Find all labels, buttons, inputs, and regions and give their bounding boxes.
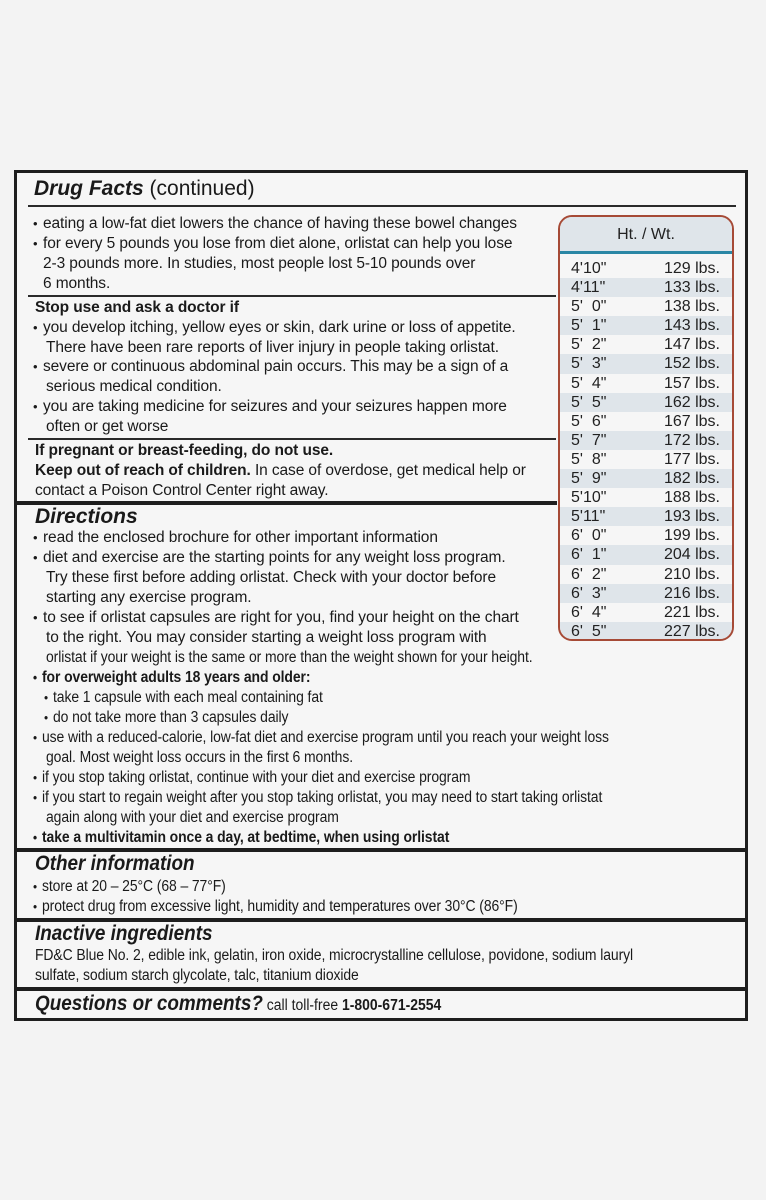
directions-line-11: • use with a reduced-calorie, low-fat diet and exercise program until you reach your weight loss: [33, 728, 609, 748]
weight-cell: 152 lbs.: [663, 355, 720, 373]
height-cell: 5' 1": [571, 317, 607, 335]
weight-cell: 221 lbs.: [663, 603, 720, 621]
keep-out-rest: In case of overdose, get medical help or: [250, 462, 526, 479]
keep-out-line-2: contact a Poison Control Center right away.: [35, 482, 329, 499]
weight-cell: 216 lbs.: [663, 584, 720, 602]
chart-row: [560, 316, 732, 335]
chart-row: [560, 431, 732, 450]
chart-row: [560, 603, 732, 622]
directions-line-13: • if you stop taking orlistat, continue with your diet and exercise program: [33, 768, 470, 788]
directions-line-16: • take a multivitamin once a day, at bedtime, when using orlistat: [33, 828, 449, 848]
questions-phone[interactable]: 1-800-671-2554: [341, 997, 442, 1014]
height-cell: 6' 5": [571, 622, 607, 640]
drug-facts-header: [34, 177, 255, 201]
directions-line-2: • diet and exercise are the starting points for any weight loss program.: [33, 548, 506, 568]
directions-line-8: • for overweight adults 18 years and older:: [33, 668, 310, 688]
other-info-heading: Other information: [35, 852, 195, 875]
height-cell: 6' 4": [571, 603, 607, 621]
weight-cell: 157 lbs.: [663, 374, 720, 392]
weight-cell: 138 lbs.: [663, 298, 720, 316]
chart-row: [560, 278, 732, 297]
height-cell: 4'10": [571, 260, 607, 277]
height-cell: 5' 5": [571, 393, 607, 411]
chart-header: Ht. / Wt.: [560, 217, 732, 254]
height-cell: 5' 3": [571, 355, 607, 373]
chart-row: [560, 297, 732, 316]
inactive-line-1: FD&C Blue No. 2, edible ink, gelatin, iron oxide, microcrystalline cellulose, povidone, sodium lauryl: [35, 947, 634, 964]
other-info-line-2: • protect drug from excessive light, humidity and temperatures over 30°C (86°F): [33, 897, 518, 917]
chart-row: [560, 259, 732, 278]
weight-cell: 210 lbs.: [663, 565, 720, 583]
directions-line-15: again along with your diet and exercise program: [46, 809, 339, 826]
weight-cell: 193 lbs.: [663, 508, 720, 526]
rule-stop-use: [28, 295, 556, 297]
directions-line-1: • read the enclosed brochure for other important information: [33, 528, 438, 548]
height-cell: 5' 9": [571, 470, 607, 488]
stop-use-line-5: • you are taking medicine for seizures and your seizures happen more: [33, 397, 507, 417]
questions-heading: Questions or comments?: [35, 992, 263, 1015]
height-cell: 5' 8": [571, 450, 607, 468]
weight-cell: 188 lbs.: [663, 489, 720, 507]
stop-use-line-3: • severe or continuous abdominal pain occurs. This may be a sign of a: [33, 357, 508, 377]
chart-row: [560, 393, 732, 412]
chart-row: [560, 488, 732, 507]
height-cell: 5' 0": [571, 298, 607, 316]
directions-line-7: orlistat if your weight is the same or more than the weight shown for your height.: [46, 649, 533, 666]
chart-row: [560, 469, 732, 488]
weight-cell: 182 lbs.: [663, 470, 720, 488]
stop-use-line-4: serious medical condition.: [46, 378, 222, 395]
questions-call-text: call toll-free: [262, 997, 342, 1014]
drug-facts-subtitle: (continued): [149, 177, 255, 200]
chart-row: [560, 507, 732, 526]
chart-rows: [560, 254, 732, 641]
weight-cell: 147 lbs.: [663, 336, 720, 354]
stop-use-line-1: • you develop itching, yellow eyes or skin, dark urine or loss of appetite.: [33, 318, 516, 338]
directions-line-4: starting any exercise program.: [46, 589, 252, 606]
warning-line-2: • for every 5 pounds you lose from diet alone, orlistat can help you lose: [33, 234, 512, 254]
keep-out-bold: Keep out of reach of children.: [35, 462, 251, 479]
chart-row: [560, 374, 732, 393]
directions-line-12: goal. Most weight loss occurs in the first 6 months.: [46, 749, 354, 766]
chart-row: [560, 412, 732, 431]
weight-cell: 177 lbs.: [663, 450, 720, 468]
directions-heading: Directions: [35, 505, 138, 528]
height-cell: 6' 1": [571, 546, 607, 564]
chart-row: [560, 450, 732, 469]
inactive-heading: Inactive ingredients: [35, 922, 213, 945]
stop-use-heading: Stop use and ask a doctor if: [35, 299, 239, 316]
height-cell: 5' 2": [571, 336, 607, 354]
warning-line-1: • eating a low-fat diet lowers the chance of having these bowel changes: [33, 214, 517, 234]
warning-line-4: 6 months.: [43, 275, 111, 292]
stop-use-line-2: There have been rare reports of liver injury in people taking orlistat.: [46, 339, 499, 356]
directions-line-9: • take 1 capsule with each meal containing fat: [44, 688, 323, 708]
weight-cell: 172 lbs.: [663, 431, 720, 449]
directions-line-14: • if you start to regain weight after you stop taking orlistat, you may need to start taking orlistat: [33, 788, 602, 808]
chart-row: [560, 526, 732, 545]
chart-row: [560, 354, 732, 373]
directions-line-6: to the right. You may consider starting a weight loss program with: [46, 629, 487, 646]
drug-facts-title: Drug Facts: [34, 177, 144, 200]
height-weight-chart: [558, 215, 734, 641]
weight-cell: 143 lbs.: [663, 317, 720, 335]
weight-cell: 162 lbs.: [663, 393, 720, 411]
height-cell: 5'11": [571, 508, 606, 526]
height-cell: 5' 6": [571, 412, 607, 430]
weight-cell: 167 lbs.: [663, 412, 720, 430]
pregnancy-warning: If pregnant or breast-feeding, do not use.: [35, 442, 334, 459]
chart-row: [560, 565, 732, 584]
height-cell: 4'11": [571, 279, 606, 297]
inactive-line-2: sulfate, sodium starch glycolate, talc, titanium dioxide: [35, 967, 359, 984]
weight-cell: 199 lbs.: [663, 527, 720, 545]
chart-row: [560, 545, 732, 564]
directions-line-5: • to see if orlistat capsules are right for you, find your height on the chart: [33, 608, 519, 628]
weight-cell: 204 lbs.: [663, 546, 720, 564]
header-rule: [28, 205, 736, 207]
height-cell: 5' 7": [571, 431, 607, 449]
warning-line-3: 2-3 pounds more. In studies, most people lost 5-10 pounds over: [43, 255, 476, 272]
height-cell: 6' 3": [571, 584, 607, 602]
height-cell: 5' 4": [571, 374, 607, 392]
directions-line-10: • do not take more than 3 capsules daily: [44, 708, 288, 728]
questions-row: [35, 992, 441, 1018]
weight-cell: 227 lbs.: [663, 622, 720, 640]
other-info-line-1: • store at 20 – 25°C (68 – 77°F): [33, 877, 226, 897]
rule-pregnancy: [28, 438, 556, 440]
keep-out-line-1: [35, 461, 526, 481]
height-cell: 6' 0": [571, 527, 607, 545]
weight-cell: 129 lbs.: [663, 260, 720, 277]
stop-use-line-6: often or get worse: [46, 418, 169, 435]
chart-row: [560, 584, 732, 603]
height-cell: 6' 2": [571, 565, 607, 583]
height-cell: 5'10": [571, 489, 607, 507]
chart-row: [560, 622, 732, 641]
rule-questions: [17, 987, 745, 991]
chart-row: [560, 335, 732, 354]
weight-cell: 133 lbs.: [663, 279, 720, 297]
directions-line-3: Try these first before adding orlistat. Check with your doctor before: [46, 569, 496, 586]
